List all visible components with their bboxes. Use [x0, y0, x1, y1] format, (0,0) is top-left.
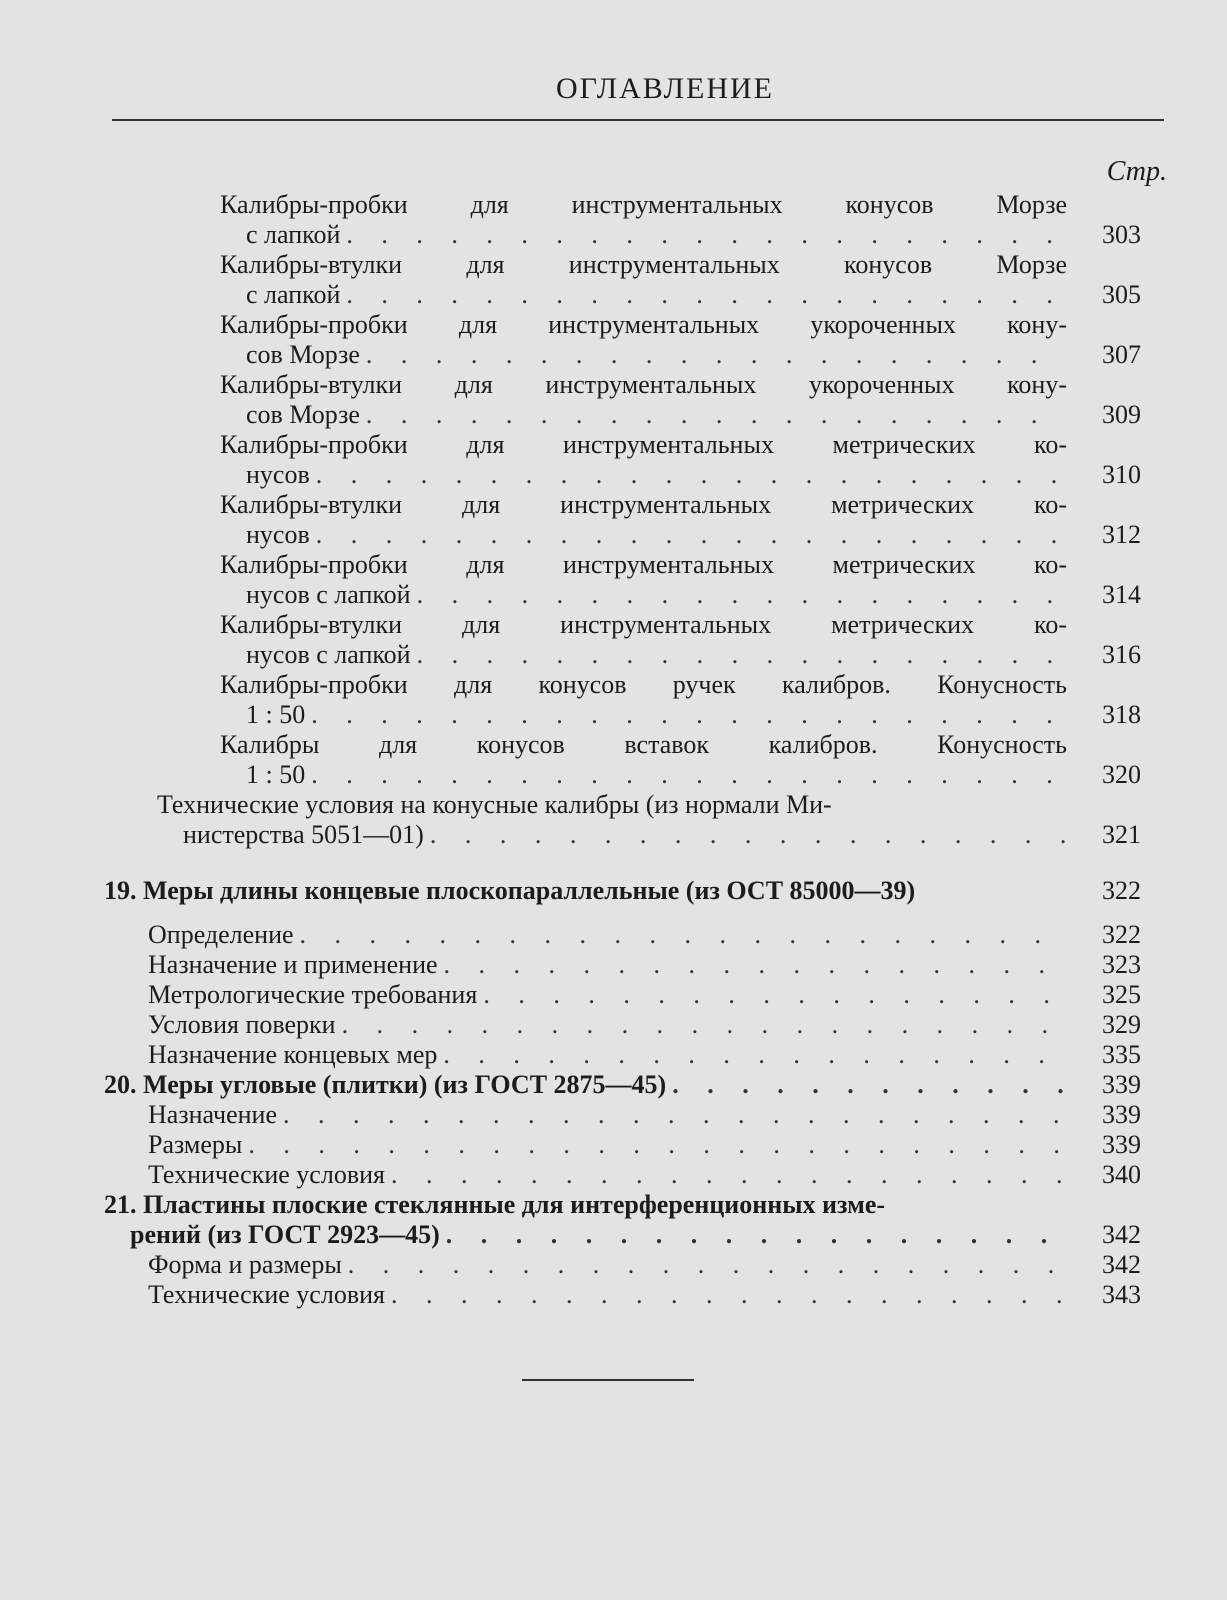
toc-list [0, 190, 1227, 1310]
page-number: 335 [1102, 1040, 1141, 1069]
entry-text-line: Технические условия на конусные калибры (из нормали Ми- [157, 790, 832, 819]
dot-leader [346, 280, 1067, 310]
page-number: 323 [1102, 950, 1141, 979]
entry-text-line: Калибры-пробки для инструментальных конусов Морзе [220, 190, 1067, 219]
page-number: 307 [1102, 340, 1141, 369]
dot-leader [417, 640, 1067, 670]
entry-text-line: Условия поверки [148, 1010, 336, 1039]
entry-text-line: Калибры-втулки для инструментальных метрических ко- [220, 610, 1067, 639]
toc-entry [0, 670, 1227, 730]
entry-text-line: нистерства 5051—01) [183, 820, 424, 849]
page-number: 322 [1102, 876, 1141, 905]
entry-text-line: Назначение и применение [148, 950, 438, 979]
toc-entry [0, 190, 1227, 250]
page-title: ОГЛАВЛЕНИЕ [556, 72, 774, 105]
entry-text-line: Калибры-пробки для инструментальных метрических ко- [220, 430, 1067, 459]
page-number: 312 [1102, 520, 1141, 549]
page-number: 321 [1102, 820, 1141, 849]
entry-text-line: Определение [148, 920, 294, 949]
page-number: 340 [1102, 1160, 1141, 1189]
toc-entry [0, 550, 1227, 610]
page-number: 309 [1102, 400, 1141, 429]
entry-text-line: 1 : 50 [246, 700, 306, 729]
page-number: 342 [1102, 1250, 1141, 1279]
dot-leader [391, 1160, 1067, 1190]
dot-leader [446, 1220, 1067, 1250]
page-number: 343 [1102, 1280, 1141, 1309]
dot-leader [316, 520, 1067, 550]
entry-text-line: Технические условия [148, 1160, 385, 1189]
toc-entry [0, 730, 1227, 790]
toc-entry [0, 950, 1227, 980]
entry-text-line: Назначение [148, 1100, 277, 1129]
dot-leader [391, 1280, 1067, 1310]
page-number: 316 [1102, 640, 1141, 669]
toc-section-21 [0, 1190, 1227, 1250]
toc-entry [0, 980, 1227, 1010]
page-number: 310 [1102, 460, 1141, 489]
dot-leader [248, 1130, 1067, 1160]
dot-leader [348, 1250, 1067, 1280]
entry-text-line: Калибры для конусов вставок калибров. Конусность [220, 730, 1067, 759]
entry-text-line: Калибры-пробки для инструментальных метрических ко- [220, 550, 1067, 579]
toc-entry [0, 250, 1227, 310]
toc-entry [0, 1160, 1227, 1190]
page-number: 314 [1102, 580, 1141, 609]
page-number: 320 [1102, 760, 1141, 789]
section-heading: рений (из ГОСТ 2923—45) [130, 1220, 440, 1249]
entry-text-line: Метрологические требования [148, 980, 478, 1009]
entry-text-line: Калибры-втулки для инструментальных метрических ко- [220, 490, 1067, 519]
toc-entry [0, 430, 1227, 490]
toc-entry [0, 790, 1227, 850]
page-column-label: Стр. [1106, 156, 1167, 187]
header-rule [112, 119, 1164, 121]
page-number: 303 [1102, 220, 1141, 249]
section-heading: 21. Пластины плоские стеклянные для интерференционных изме- [104, 1190, 886, 1219]
entry-text-line: Калибры-втулки для инструментальных конусов Морзе [220, 250, 1067, 279]
entry-text-line: Калибры-пробки для конусов ручек калибров. Конусность [220, 670, 1067, 699]
toc-entry [0, 1130, 1227, 1160]
entry-text-line: Форма и размеры [148, 1250, 342, 1279]
entry-text-line: Технические условия [148, 1280, 385, 1309]
page-number: 339 [1102, 1130, 1141, 1159]
toc-entry [0, 1040, 1227, 1070]
entry-text-line: Назначение концевых мер [148, 1040, 438, 1069]
entry-text-line: нусов [246, 520, 310, 549]
page-number: 329 [1102, 1010, 1141, 1039]
entry-text-line: Калибры-втулки для инструментальных укороченных кону- [220, 370, 1067, 399]
toc-entry [0, 1010, 1227, 1040]
toc-section-20 [0, 1070, 1227, 1100]
entry-text-line: нусов с лапкой [246, 640, 411, 669]
toc-entry [0, 920, 1227, 950]
entry-text-line: сов Морзе [246, 400, 360, 429]
entry-text-line: сов Морзе [246, 340, 360, 369]
dot-leader [672, 1070, 1067, 1100]
entry-text-line: Размеры [148, 1130, 243, 1159]
entry-text-line: нусов [246, 460, 310, 489]
dot-leader [311, 700, 1067, 730]
page-number: 322 [1102, 920, 1141, 949]
entry-text-line: 1 : 50 [246, 760, 306, 789]
page-number: 339 [1102, 1100, 1141, 1129]
dot-leader [342, 1010, 1067, 1040]
page-number: 318 [1102, 700, 1141, 729]
toc-entry [0, 610, 1227, 670]
toc-entry [0, 1280, 1227, 1310]
section-heading: 20. Меры угловые (плитки) (из ГОСТ 2875—45) [104, 1070, 667, 1099]
dot-leader [483, 980, 1067, 1010]
toc-section-19 [0, 876, 1227, 906]
footer-rule [522, 1379, 694, 1381]
dot-leader [316, 460, 1067, 490]
dot-leader [417, 580, 1067, 610]
page-number: 325 [1102, 980, 1141, 1009]
toc-entry [0, 310, 1227, 370]
dot-leader [283, 1100, 1067, 1130]
entry-text-line: Калибры-пробки для инструментальных укороченных кону- [220, 310, 1067, 339]
dot-leader [346, 220, 1067, 250]
toc-entry [0, 1250, 1227, 1280]
toc-entry [0, 370, 1227, 430]
dot-leader [366, 400, 1067, 430]
dot-leader [443, 1040, 1067, 1070]
entry-text-line: нусов с лапкой [246, 580, 411, 609]
dot-leader [366, 340, 1067, 370]
page-number: 339 [1102, 1070, 1141, 1099]
entry-text-line: с лапкой [246, 220, 341, 249]
dot-leader [444, 950, 1067, 980]
dot-leader [430, 820, 1067, 850]
page-number: 342 [1102, 1220, 1141, 1249]
toc-entry [0, 1100, 1227, 1130]
dot-leader [311, 760, 1067, 790]
section-heading: 19. Меры длины концевые плоскопараллельные (из ОСТ 85000—39) [104, 876, 916, 905]
toc-entry [0, 490, 1227, 550]
page-number: 305 [1102, 280, 1141, 309]
entry-text-line: с лапкой [246, 280, 341, 309]
dot-leader [300, 920, 1067, 950]
